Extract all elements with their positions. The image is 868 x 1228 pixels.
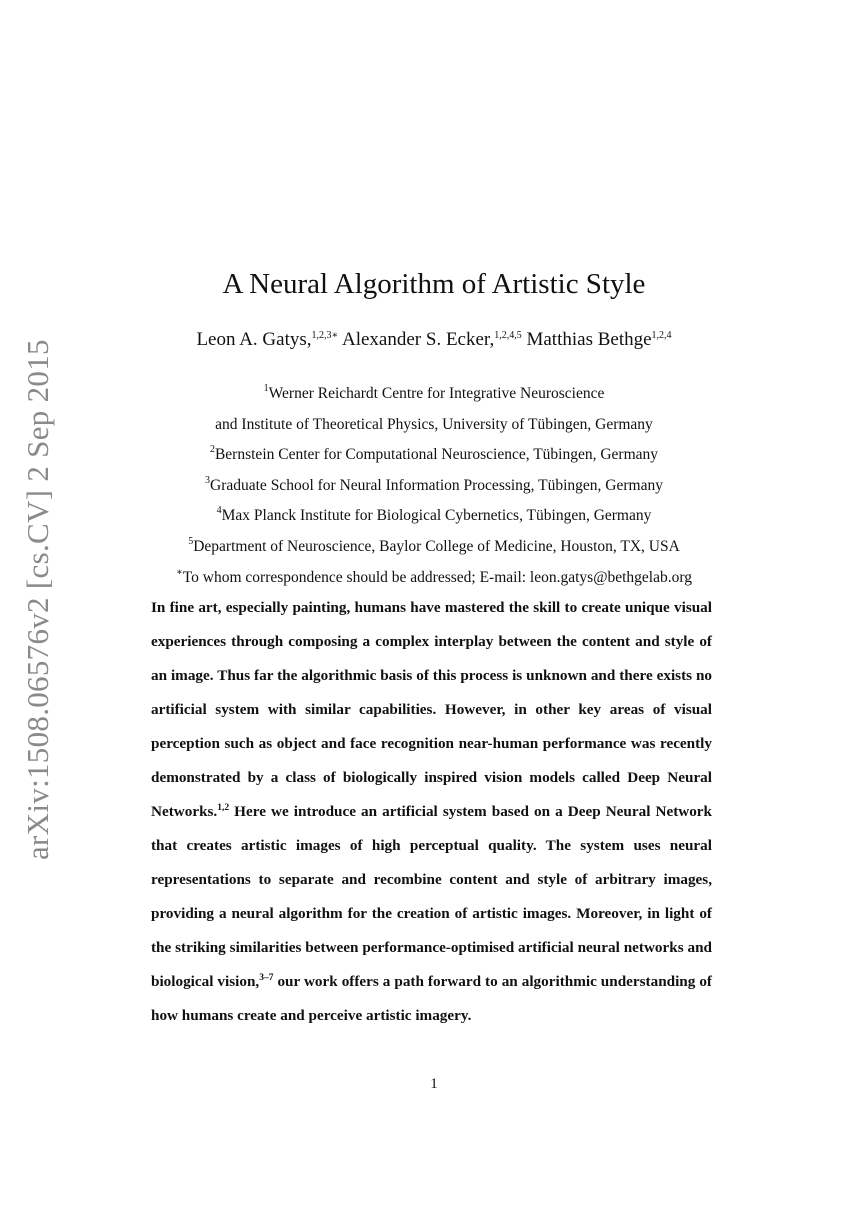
affiliation-text: Werner Reichardt Centre for Integrative Neuroscience (268, 385, 605, 402)
abstract-text: In fine art, especially painting, humans have mastered the skill to create unique visual experiences through composing a complex interplay between the content and style of an image. Thus far the algorithmic basis of this process is unknown and there exists no artificial system with similar capabilities. However, in other key areas of visual perception such as object and face recognition near-human performance was recently demonstrated by a class of biologically inspired vision models called Deep Neural Networks. (151, 599, 712, 820)
affiliation-mark: 3 (205, 474, 211, 486)
author-name: Matthias Bethge (526, 329, 652, 350)
affiliation-text: and Institute of Theoretical Physics, University of Tübingen, Germany (215, 415, 653, 433)
author-affiliation-marks: 1,2,3∗ (311, 330, 339, 341)
affiliation-line (0, 376, 868, 407)
correspondence-text: To whom correspondence should be addressed; E-mail: leon.gatys@bethgelab.org (182, 568, 692, 586)
author-name: Leon A. Gatys, (196, 329, 312, 350)
affiliation-text: Graduate School for Neural Information Processing, Tübingen, Germany (210, 476, 663, 494)
affiliation-mark: 1 (263, 383, 269, 394)
author-list (0, 322, 868, 354)
affiliation-text: Max Planck Institute for Biological Cybernetics, Tübingen, Germany (221, 507, 652, 525)
correspondence-mark: ∗ (176, 566, 183, 578)
correspondence-line (0, 560, 868, 591)
affiliation-text: Bernstein Center for Computational Neuroscience, Tübingen, Germany (214, 446, 659, 464)
author-name: Alexander S. Ecker, (342, 329, 495, 350)
affiliation-line (0, 407, 868, 438)
affiliation-mark: 2 (209, 444, 215, 456)
affiliation-line (0, 468, 868, 499)
citation-marker: 1,2 (217, 803, 230, 813)
affiliation-line (0, 529, 868, 560)
affiliation-line (0, 437, 868, 468)
affiliation-mark: 5 (188, 535, 194, 547)
abstract-text: Here we introduce an artificial system based on a Deep Neural Network that creates artistic images of high perceptual quality. The system uses neural representations to separate and recombine content and style of arbitrary images, providing a neural algorithm for the creation of artistic images. Moreover, in light of the striking similarities between performance-optimised artificial neural networks and biological vision, (151, 803, 712, 990)
abstract-text: our work offers a path forward to an algorithmic understanding of how humans create and perceive artistic imagery. (151, 973, 712, 1024)
citation-marker: 3–7 (259, 973, 274, 983)
page-number: 1 (430, 1076, 438, 1092)
paper-title: A Neural Algorithm of Artistic Style (222, 268, 646, 300)
abstract-paragraph (151, 591, 712, 1033)
author-affiliation-marks: 1,2,4 (651, 330, 672, 341)
arxiv-identifier-stamp: arXiv:1508.06576v2 [cs.CV] 2 Sep 2015 (20, 339, 55, 861)
affiliation-line (0, 498, 868, 529)
affiliation-list (0, 376, 868, 590)
affiliation-mark: 4 (216, 505, 222, 517)
author-affiliation-marks: 1,2,4,5 (494, 330, 522, 341)
affiliation-text: Department of Neuroscience, Baylor College of Medicine, Houston, TX, USA (193, 537, 680, 555)
